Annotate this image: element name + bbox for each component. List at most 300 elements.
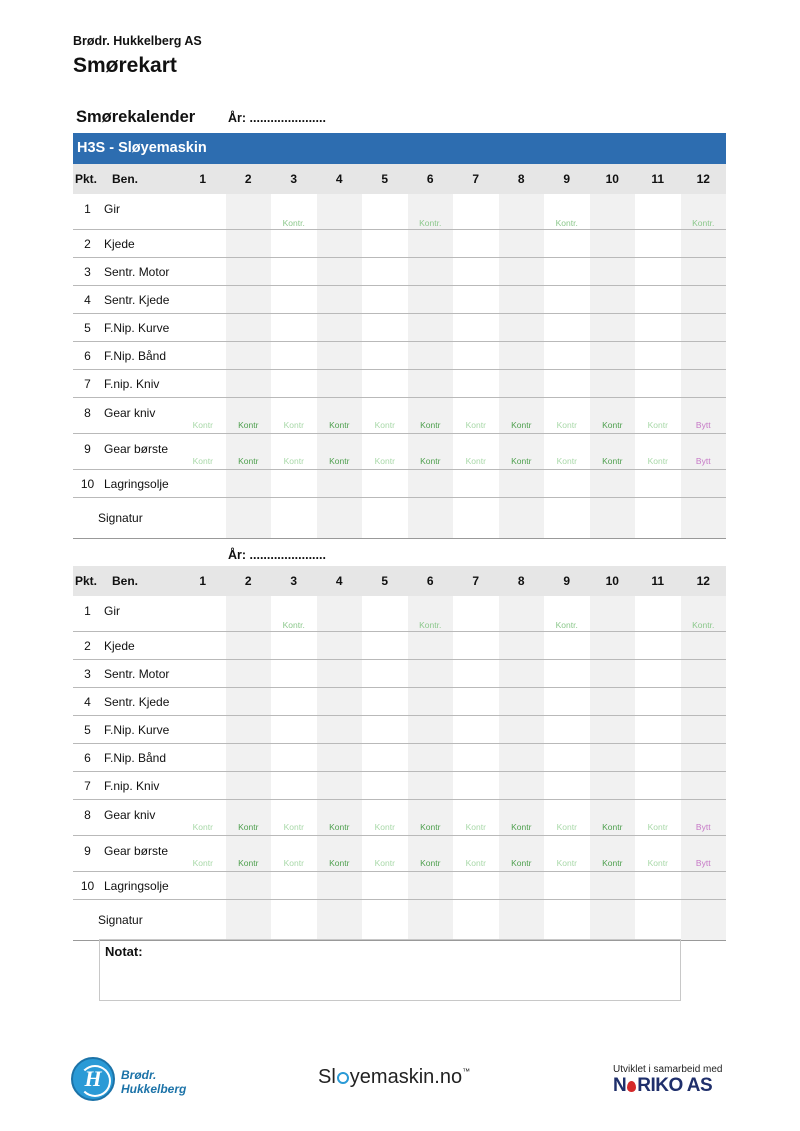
month-cell[interactable]: Bytt [681, 836, 727, 872]
month-cell[interactable] [226, 596, 272, 632]
row-name: Kjede [102, 632, 180, 660]
month-cell[interactable] [271, 772, 317, 800]
month-cell[interactable]: Kontr [635, 800, 681, 836]
month-cell[interactable] [271, 230, 317, 258]
month-cell[interactable] [271, 314, 317, 342]
month-cell[interactable] [635, 716, 681, 744]
month-cell[interactable] [453, 370, 499, 398]
noriko-logo [613, 1075, 712, 1097]
month-cell[interactable] [681, 872, 727, 900]
col-header-month-10: 10 [590, 164, 636, 194]
month-cell[interactable] [453, 342, 499, 370]
month-cell[interactable]: Kontr [226, 434, 272, 470]
month-cell[interactable] [635, 596, 681, 632]
month-cell[interactable] [317, 632, 363, 660]
month-cell[interactable] [544, 314, 590, 342]
row-number: 2 [73, 632, 102, 660]
month-cell[interactable]: Kontr. [544, 596, 590, 632]
row-number: 3 [73, 660, 102, 688]
month-cell[interactable] [453, 258, 499, 286]
row-name: Gear børste [102, 836, 180, 872]
month-cell[interactable] [408, 370, 454, 398]
month-cell[interactable] [681, 470, 727, 498]
month-cell[interactable] [635, 314, 681, 342]
month-cell[interactable] [180, 596, 226, 632]
month-cell[interactable] [635, 194, 681, 230]
signature-cell[interactable] [317, 498, 363, 539]
month-cell[interactable]: Kontr. [544, 194, 590, 230]
month-cell[interactable] [408, 772, 454, 800]
month-cell[interactable] [453, 772, 499, 800]
month-cell[interactable]: Kontr [544, 398, 590, 434]
month-cell[interactable] [408, 716, 454, 744]
month-cell[interactable] [453, 872, 499, 900]
month-cell[interactable] [544, 342, 590, 370]
month-cell[interactable]: Kontr [590, 398, 636, 434]
row-name: F.Nip. Kurve [102, 716, 180, 744]
month-cell[interactable]: Kontr [544, 836, 590, 872]
month-cell[interactable] [362, 194, 408, 230]
signature-cell[interactable] [226, 900, 272, 941]
month-cell[interactable] [362, 716, 408, 744]
month-cell[interactable] [544, 258, 590, 286]
month-cell[interactable] [362, 258, 408, 286]
month-cell[interactable]: Kontr [544, 800, 590, 836]
month-cell[interactable]: Kontr [180, 398, 226, 434]
month-cell[interactable] [590, 230, 636, 258]
month-cell[interactable] [635, 370, 681, 398]
month-cell[interactable]: Kontr [271, 434, 317, 470]
month-cell[interactable] [590, 632, 636, 660]
month-cell[interactable] [317, 194, 363, 230]
month-cell[interactable] [590, 342, 636, 370]
row-number: 1 [73, 596, 102, 632]
month-cell[interactable] [635, 470, 681, 498]
month-cell[interactable] [362, 286, 408, 314]
month-cell[interactable] [362, 596, 408, 632]
month-cell[interactable] [271, 660, 317, 688]
month-cell[interactable] [408, 258, 454, 286]
month-cell[interactable] [681, 314, 727, 342]
month-cell[interactable]: Kontr [271, 398, 317, 434]
month-cell[interactable] [635, 744, 681, 772]
month-cell[interactable]: Kontr [180, 800, 226, 836]
row-number: 10 [73, 470, 102, 498]
month-cell[interactable] [408, 342, 454, 370]
month-cell[interactable]: Kontr [408, 800, 454, 836]
month-cell[interactable] [499, 596, 545, 632]
month-cell[interactable] [362, 342, 408, 370]
month-cell[interactable] [362, 314, 408, 342]
month-cell[interactable] [681, 258, 727, 286]
signature-cell[interactable] [271, 900, 317, 941]
month-cell[interactable] [362, 660, 408, 688]
month-cell[interactable] [499, 194, 545, 230]
month-cell[interactable] [499, 660, 545, 688]
month-cell[interactable] [180, 470, 226, 498]
month-cell[interactable] [544, 370, 590, 398]
month-cell[interactable] [271, 716, 317, 744]
month-cell[interactable] [408, 872, 454, 900]
month-cell[interactable] [226, 314, 272, 342]
month-cell[interactable]: Bytt [681, 434, 727, 470]
month-cell[interactable]: Kontr [408, 836, 454, 872]
month-cell[interactable] [271, 744, 317, 772]
month-cell[interactable] [408, 230, 454, 258]
month-cell[interactable] [362, 632, 408, 660]
month-cell[interactable] [544, 632, 590, 660]
signature-cell[interactable] [590, 498, 636, 539]
row-number: 1 [73, 194, 102, 230]
month-cell[interactable] [180, 258, 226, 286]
month-cell[interactable] [317, 688, 363, 716]
month-cell[interactable]: Kontr. [271, 596, 317, 632]
month-cell[interactable] [271, 872, 317, 900]
month-cell[interactable] [681, 230, 727, 258]
month-cell[interactable] [499, 370, 545, 398]
month-cell[interactable] [317, 258, 363, 286]
signature-cell[interactable] [180, 498, 226, 539]
month-cell[interactable] [635, 258, 681, 286]
month-cell[interactable] [499, 744, 545, 772]
table-row [73, 744, 726, 772]
month-cell[interactable] [226, 872, 272, 900]
signature-cell[interactable] [362, 900, 408, 941]
month-cell[interactable]: Kontr [590, 434, 636, 470]
month-cell[interactable] [681, 716, 727, 744]
month-cell[interactable] [317, 286, 363, 314]
col-header-month-8: 8 [499, 164, 545, 194]
month-cell[interactable] [499, 772, 545, 800]
signature-cell[interactable] [226, 498, 272, 539]
month-cell[interactable] [408, 688, 454, 716]
month-cell[interactable] [226, 286, 272, 314]
month-cell[interactable]: Kontr [453, 836, 499, 872]
month-cell[interactable] [499, 286, 545, 314]
month-cell[interactable] [362, 872, 408, 900]
month-cell[interactable] [317, 772, 363, 800]
month-cell[interactable] [180, 660, 226, 688]
month-cell[interactable] [544, 286, 590, 314]
signature-cell[interactable] [408, 900, 454, 941]
year-field-2[interactable]: År: ...................... [228, 548, 326, 562]
collab-text: Utviklet i samarbeid med [613, 1064, 723, 1075]
month-cell[interactable] [362, 230, 408, 258]
month-cell[interactable] [590, 872, 636, 900]
month-cell[interactable] [544, 660, 590, 688]
month-cell[interactable] [317, 342, 363, 370]
month-cell[interactable] [635, 632, 681, 660]
month-cell[interactable] [226, 772, 272, 800]
month-cell[interactable]: Kontr [317, 434, 363, 470]
month-cell[interactable] [499, 470, 545, 498]
month-cell[interactable] [453, 688, 499, 716]
header-row [73, 164, 726, 194]
month-cell[interactable] [681, 370, 727, 398]
month-cell[interactable]: Kontr [590, 800, 636, 836]
month-cell[interactable] [271, 632, 317, 660]
month-cell[interactable] [681, 342, 727, 370]
month-cell[interactable]: Kontr. [408, 596, 454, 632]
month-cell[interactable] [362, 772, 408, 800]
month-cell[interactable]: Bytt [681, 800, 727, 836]
month-cell[interactable] [226, 470, 272, 498]
month-cell[interactable]: Kontr [408, 398, 454, 434]
month-cell[interactable]: Kontr [271, 800, 317, 836]
month-cell[interactable] [180, 314, 226, 342]
month-cell[interactable] [453, 632, 499, 660]
month-cell[interactable] [180, 342, 226, 370]
month-cell[interactable] [317, 230, 363, 258]
month-cell[interactable] [271, 286, 317, 314]
month-cell[interactable]: Kontr [271, 836, 317, 872]
month-cell[interactable] [317, 370, 363, 398]
signature-cell[interactable] [544, 498, 590, 539]
month-cell[interactable] [180, 632, 226, 660]
month-cell[interactable]: Kontr [453, 800, 499, 836]
month-cell[interactable] [180, 286, 226, 314]
month-cell[interactable] [317, 660, 363, 688]
month-cell[interactable]: Bytt [681, 398, 727, 434]
notes-box[interactable] [99, 939, 681, 1001]
signature-cell[interactable] [271, 498, 317, 539]
month-cell[interactable] [362, 370, 408, 398]
month-cell[interactable] [590, 660, 636, 688]
month-cell[interactable] [499, 258, 545, 286]
month-cell[interactable] [635, 342, 681, 370]
month-cell[interactable]: Kontr [362, 434, 408, 470]
month-cell[interactable] [408, 744, 454, 772]
month-cell[interactable]: Kontr. [271, 194, 317, 230]
month-cell[interactable]: Kontr [226, 836, 272, 872]
month-cell[interactable]: Kontr. [681, 596, 727, 632]
month-cell[interactable] [499, 314, 545, 342]
col-header-month-11: 11 [635, 566, 681, 596]
month-cell[interactable] [317, 716, 363, 744]
month-cell[interactable]: Kontr. [408, 194, 454, 230]
month-cell[interactable] [271, 370, 317, 398]
month-cell[interactable] [544, 772, 590, 800]
month-cell[interactable]: Kontr [362, 836, 408, 872]
month-cell[interactable] [271, 688, 317, 716]
month-cell[interactable] [681, 772, 727, 800]
month-cell[interactable] [590, 286, 636, 314]
signature-cell[interactable] [681, 900, 727, 941]
month-cell[interactable] [226, 744, 272, 772]
signature-cell[interactable] [635, 498, 681, 539]
month-cell[interactable] [226, 230, 272, 258]
month-cell[interactable]: Kontr [544, 434, 590, 470]
month-cell[interactable]: Kontr [453, 434, 499, 470]
month-cell[interactable] [453, 470, 499, 498]
site-text-pre: Sl [318, 1066, 336, 1088]
table-row [73, 230, 726, 258]
month-cell[interactable] [453, 716, 499, 744]
month-cell[interactable] [681, 286, 727, 314]
month-cell[interactable] [635, 872, 681, 900]
month-cell[interactable]: Kontr [362, 398, 408, 434]
month-cell[interactable] [362, 688, 408, 716]
month-cell[interactable] [317, 314, 363, 342]
row-name: F.nip. Kniv [102, 370, 180, 398]
month-cell[interactable]: Kontr [180, 836, 226, 872]
month-cell[interactable]: Kontr [499, 398, 545, 434]
table-row [73, 596, 726, 632]
col-header-month-4: 4 [317, 566, 363, 596]
site-logo [318, 1066, 470, 1089]
month-cell[interactable] [590, 596, 636, 632]
month-cell[interactable]: Kontr [499, 434, 545, 470]
signature-cell[interactable] [590, 900, 636, 941]
month-cell[interactable]: Kontr [590, 836, 636, 872]
col-header-month-4: 4 [317, 164, 363, 194]
month-cell[interactable] [590, 772, 636, 800]
month-cell[interactable]: Kontr [499, 800, 545, 836]
month-cell[interactable] [544, 716, 590, 744]
month-cell[interactable] [590, 194, 636, 230]
month-cell[interactable] [681, 744, 727, 772]
table-row [73, 660, 726, 688]
month-cell[interactable] [408, 314, 454, 342]
month-cell[interactable] [453, 596, 499, 632]
month-cell[interactable] [590, 470, 636, 498]
month-cell[interactable]: Kontr [499, 836, 545, 872]
month-cell[interactable] [408, 632, 454, 660]
month-cell[interactable] [180, 716, 226, 744]
month-cell[interactable] [180, 194, 226, 230]
month-cell[interactable] [317, 872, 363, 900]
month-cell[interactable]: Kontr [180, 434, 226, 470]
month-cell[interactable] [362, 744, 408, 772]
row-name: Gear kniv [102, 800, 180, 836]
month-cell[interactable] [681, 632, 727, 660]
month-cell[interactable]: Kontr. [681, 194, 727, 230]
month-cell[interactable]: Kontr [226, 800, 272, 836]
month-cell[interactable] [590, 314, 636, 342]
month-cell[interactable]: Kontr [635, 434, 681, 470]
year-field-1[interactable]: År: ...................... [228, 111, 326, 125]
month-cell[interactable] [226, 688, 272, 716]
month-cell[interactable] [226, 342, 272, 370]
month-cell[interactable] [362, 470, 408, 498]
month-cell[interactable]: Kontr [635, 836, 681, 872]
month-cell[interactable] [635, 772, 681, 800]
month-cell[interactable] [499, 342, 545, 370]
month-cell[interactable] [317, 744, 363, 772]
month-cell[interactable] [180, 872, 226, 900]
month-cell[interactable] [180, 688, 226, 716]
month-cell[interactable] [499, 872, 545, 900]
month-cell[interactable] [408, 660, 454, 688]
month-cell[interactable] [226, 660, 272, 688]
month-cell[interactable] [226, 370, 272, 398]
month-cell[interactable] [635, 286, 681, 314]
month-cell[interactable] [544, 230, 590, 258]
signature-cell[interactable] [408, 498, 454, 539]
row-number: 10 [73, 872, 102, 900]
month-cell[interactable] [453, 230, 499, 258]
month-cell[interactable] [590, 370, 636, 398]
signature-cell[interactable] [681, 498, 727, 539]
month-cell[interactable] [408, 286, 454, 314]
month-cell[interactable] [499, 230, 545, 258]
month-cell[interactable] [226, 258, 272, 286]
month-cell[interactable] [590, 258, 636, 286]
month-cell[interactable] [499, 688, 545, 716]
month-cell[interactable]: Kontr [453, 398, 499, 434]
month-cell[interactable] [453, 194, 499, 230]
month-cell[interactable] [590, 716, 636, 744]
month-cell[interactable] [544, 744, 590, 772]
month-cell[interactable]: Kontr [317, 800, 363, 836]
month-cell[interactable] [681, 660, 727, 688]
row-name: Lagringsolje [102, 872, 180, 900]
month-cell[interactable] [590, 688, 636, 716]
month-cell[interactable] [544, 872, 590, 900]
month-cell[interactable] [180, 370, 226, 398]
month-cell[interactable] [180, 744, 226, 772]
month-cell[interactable] [180, 772, 226, 800]
signature-cell[interactable] [453, 900, 499, 941]
month-cell[interactable]: Kontr [317, 836, 363, 872]
signature-cell[interactable] [453, 498, 499, 539]
month-cell[interactable]: Kontr [408, 434, 454, 470]
month-cell[interactable] [635, 660, 681, 688]
month-cell[interactable]: Kontr [317, 398, 363, 434]
col-header-month-12: 12 [681, 566, 727, 596]
col-header-month-6: 6 [408, 164, 454, 194]
month-cell[interactable] [271, 258, 317, 286]
month-cell[interactable] [408, 470, 454, 498]
signature-cell[interactable] [362, 498, 408, 539]
month-cell[interactable] [453, 314, 499, 342]
month-cell[interactable] [544, 470, 590, 498]
month-cell[interactable] [453, 744, 499, 772]
signature-cell[interactable] [635, 900, 681, 941]
row-name: Sentr. Motor [102, 258, 180, 286]
signature-cell[interactable] [180, 900, 226, 941]
month-cell[interactable] [635, 230, 681, 258]
month-cell[interactable]: Kontr [226, 398, 272, 434]
month-cell[interactable] [544, 688, 590, 716]
signature-cell[interactable] [499, 498, 545, 539]
month-cell[interactable] [226, 194, 272, 230]
month-cell[interactable] [226, 632, 272, 660]
month-cell[interactable] [681, 688, 727, 716]
month-cell[interactable] [499, 632, 545, 660]
month-cell[interactable] [453, 660, 499, 688]
signature-cell[interactable] [317, 900, 363, 941]
month-cell[interactable] [226, 716, 272, 744]
month-cell[interactable] [499, 716, 545, 744]
month-cell[interactable] [317, 596, 363, 632]
month-cell[interactable] [317, 470, 363, 498]
signature-cell[interactable] [544, 900, 590, 941]
month-cell[interactable] [180, 230, 226, 258]
month-cell[interactable] [590, 744, 636, 772]
month-cell[interactable] [271, 342, 317, 370]
logo-text-line1: Brødr. [121, 1068, 157, 1082]
month-cell[interactable]: Kontr [362, 800, 408, 836]
row-name: F.Nip. Bånd [102, 342, 180, 370]
month-cell[interactable]: Kontr [635, 398, 681, 434]
row-number: 6 [73, 744, 102, 772]
month-cell[interactable] [453, 286, 499, 314]
col-header-month-2: 2 [226, 164, 272, 194]
signature-cell[interactable] [499, 900, 545, 941]
month-cell[interactable] [271, 470, 317, 498]
month-cell[interactable] [635, 688, 681, 716]
